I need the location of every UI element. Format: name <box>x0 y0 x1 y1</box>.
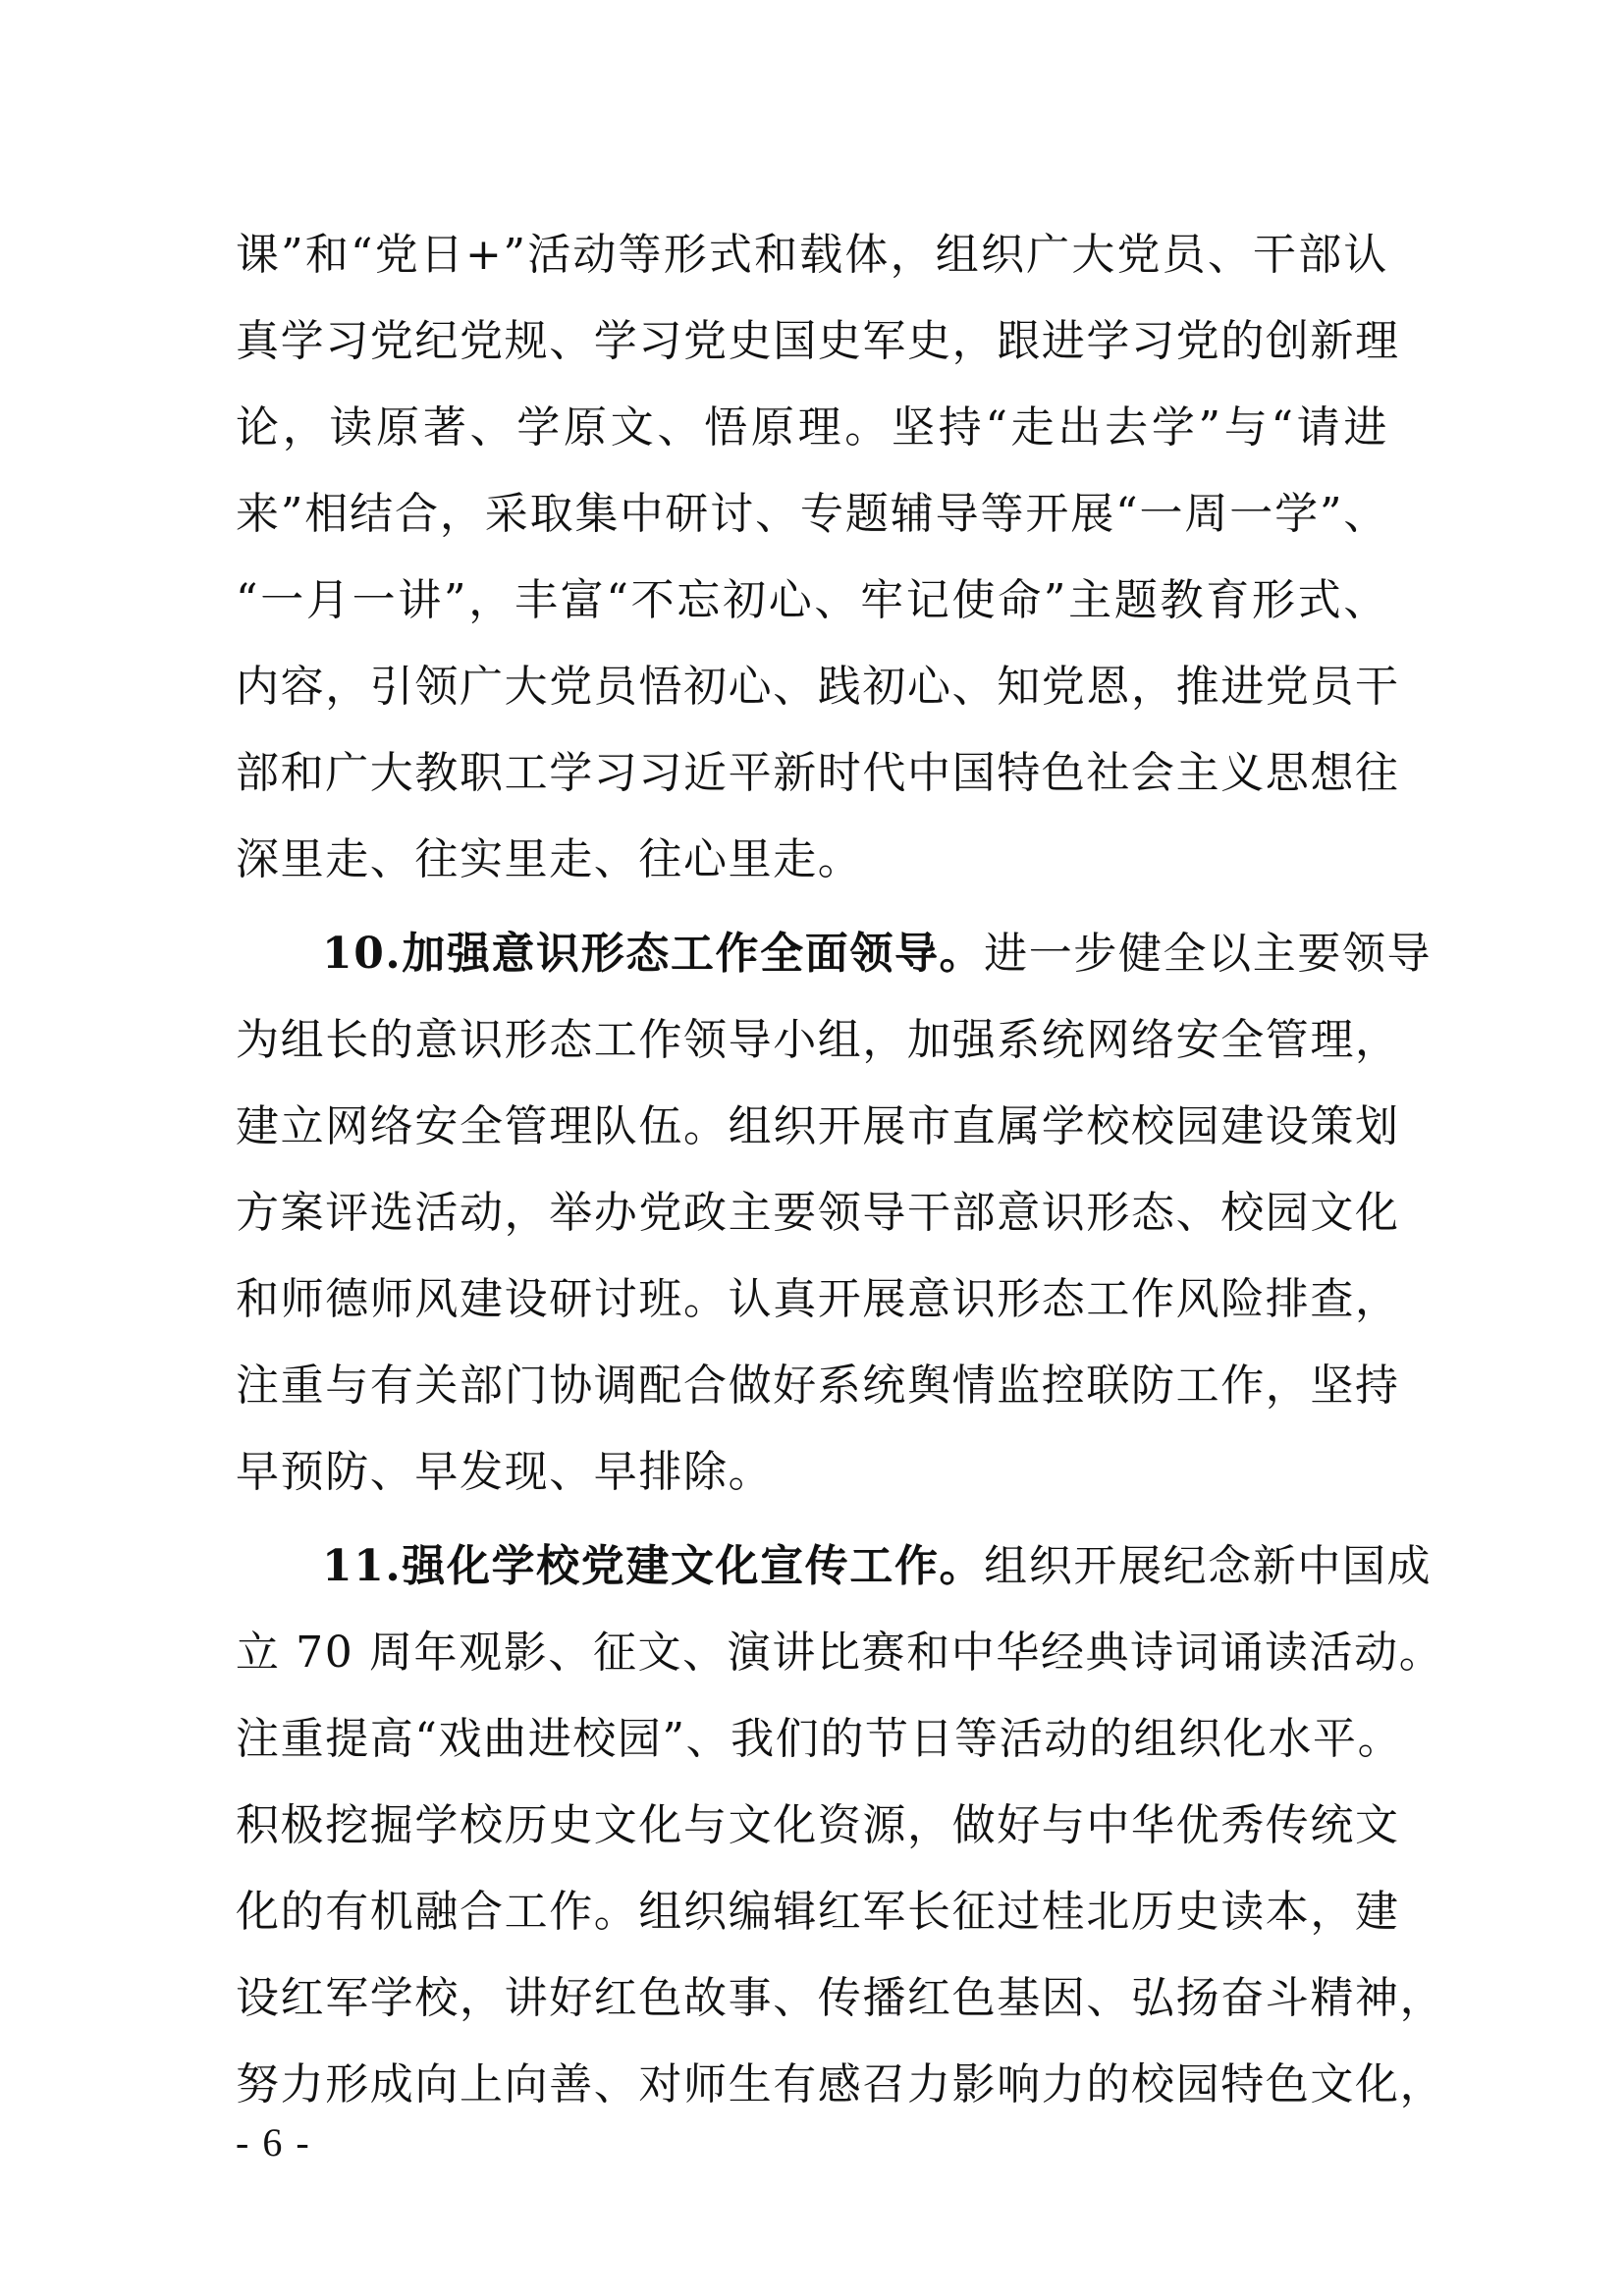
text-line: 设红军学校，讲好红色故事、传播红色基因、弘扬奋斗精神， <box>236 1973 1445 2023</box>
text-line: 注重与有关部门协调配合做好系统舆情监控联防工作，坚持 <box>236 1361 1400 1411</box>
text-line: 积极挖掘学校历史文化与文化资源，做好与中华优秀传统文 <box>236 1800 1400 1850</box>
text-line: 立 70 周年观影、征文、演讲比赛和中华经典诗词诵读活动。 <box>236 1628 1444 1678</box>
text-line: “一月一讲”，丰富“不忘初心、牢记使命”主题教育形式、 <box>236 575 1388 625</box>
text-line: 和师德师风建设研讨班。认真开展意识形态工作风险排查， <box>236 1274 1400 1324</box>
item-text: 组织开展纪念新中国成 <box>984 1541 1433 1591</box>
text-line-first <box>236 1523 1433 1610</box>
text-line: 建立网络安全管理队伍。组织开展市直属学校校园建设策划 <box>236 1101 1400 1151</box>
text-line: 来”相结合，采取集中研讨、专题辅导等开展“一周一学”、 <box>236 489 1388 539</box>
paragraph-item-11 <box>236 1523 1445 2128</box>
text-line-first <box>236 911 1433 997</box>
text-line: 深里走、往实里走、往心里走。 <box>236 834 863 884</box>
document-body <box>236 212 1445 2128</box>
text-line: 努力形成向上向善、对师生有感召力影响力的校园特色文化， <box>236 2059 1445 2109</box>
paragraph-item-10 <box>236 911 1433 1516</box>
paragraph-continuation <box>236 212 1400 903</box>
text-line: 方案评选活动，举办党政主要领导干部意识形态、校园文化 <box>236 1188 1400 1238</box>
text-line: 化的有机融合工作。组织编辑红军长征过桂北历史读本，建 <box>236 1887 1400 1937</box>
text-line: 课”和“党日+”活动等形式和载体，组织广大党员、干部认 <box>236 230 1388 280</box>
page-number: - 6 - <box>236 2120 311 2164</box>
text-line: 论，读原著、学原文、悟原理。坚持“走出去学”与“请进 <box>236 402 1388 453</box>
text-line: 真学习党纪党规、学习党史国史军史，跟进学习党的创新理 <box>236 316 1400 366</box>
item-heading: 10.加强意识形态工作全面领导。 <box>322 929 985 979</box>
text-line: 为组长的意识形态工作领导小组，加强系统网络安全管理， <box>236 1015 1400 1065</box>
text-line: 部和广大教职工学习习近平新时代中国特色社会主义思想往 <box>236 748 1400 798</box>
text-line: 内容，引领广大党员悟初心、践初心、知党恩，推进党员干 <box>236 662 1400 712</box>
text-line: 早预防、早发现、早排除。 <box>236 1447 774 1497</box>
text-line: 注重提高“戏曲进校园”、我们的节日等活动的组织化水平。 <box>236 1714 1403 1764</box>
item-text: 进一步健全以主要领导 <box>984 929 1433 979</box>
item-heading: 11.强化学校党建文化宣传工作。 <box>322 1541 985 1591</box>
